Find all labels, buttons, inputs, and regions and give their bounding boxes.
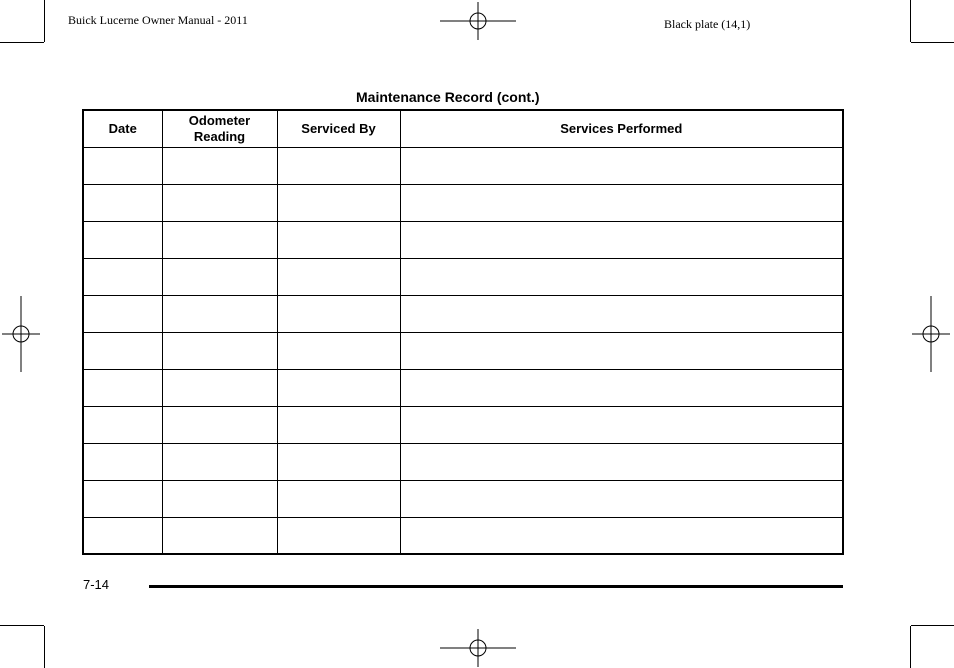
table-cell xyxy=(83,517,162,554)
table-cell xyxy=(162,517,277,554)
table-cell xyxy=(400,258,843,295)
table-row xyxy=(83,221,843,258)
table-cell xyxy=(277,517,400,554)
table-cell xyxy=(400,221,843,258)
table-cell xyxy=(277,258,400,295)
table-row xyxy=(83,184,843,221)
table-cell xyxy=(400,147,843,184)
table-cell xyxy=(162,295,277,332)
maintenance-record-table xyxy=(82,109,844,555)
table-cell xyxy=(400,295,843,332)
table-cell xyxy=(162,406,277,443)
table-cell xyxy=(277,295,400,332)
registration-mark-right-icon xyxy=(912,296,950,372)
table-cell xyxy=(83,480,162,517)
table-cell xyxy=(400,517,843,554)
table-cell xyxy=(83,332,162,369)
table-cell xyxy=(83,221,162,258)
manual-title: Buick Lucerne Owner Manual - 2011 xyxy=(68,13,248,27)
table-cell xyxy=(162,221,277,258)
table-cell xyxy=(162,480,277,517)
plate-label: Black plate (14,1) xyxy=(664,17,751,31)
table-cell xyxy=(400,184,843,221)
table-cell xyxy=(162,443,277,480)
column-header-date: Date xyxy=(83,110,162,147)
registration-mark-bottom-icon xyxy=(440,629,516,667)
table-cell xyxy=(277,443,400,480)
table-cell xyxy=(277,147,400,184)
table-cell xyxy=(400,332,843,369)
table-row xyxy=(83,406,843,443)
table-row xyxy=(83,443,843,480)
table-cell xyxy=(162,147,277,184)
table-row xyxy=(83,480,843,517)
table-cell xyxy=(83,443,162,480)
table-cell xyxy=(400,443,843,480)
section-title: Maintenance Record (cont.) xyxy=(356,89,540,105)
table-cell xyxy=(277,184,400,221)
footer-rule xyxy=(149,585,843,588)
table-row xyxy=(83,369,843,406)
table-cell xyxy=(277,369,400,406)
table-cell xyxy=(277,406,400,443)
table-cell xyxy=(277,480,400,517)
table-cell xyxy=(400,480,843,517)
table-cell xyxy=(83,295,162,332)
table-cell xyxy=(277,221,400,258)
table-header-row xyxy=(83,110,843,147)
table-row xyxy=(83,147,843,184)
table-row xyxy=(83,258,843,295)
table-row xyxy=(83,295,843,332)
registration-mark-top-icon xyxy=(440,2,516,40)
table-row xyxy=(83,517,843,554)
table-cell xyxy=(83,406,162,443)
page-number: 7-14 xyxy=(83,577,110,592)
table-cell xyxy=(83,369,162,406)
table-cell xyxy=(83,147,162,184)
table-cell xyxy=(83,258,162,295)
table-cell xyxy=(162,332,277,369)
column-header-serviced-by: Serviced By xyxy=(277,110,400,147)
table-cell xyxy=(162,258,277,295)
table-cell xyxy=(83,184,162,221)
column-header-services-performed: Services Performed xyxy=(400,110,843,147)
registration-mark-left-icon xyxy=(2,296,40,372)
table-cell xyxy=(400,369,843,406)
column-header-odometer: Odometer Reading xyxy=(162,110,277,147)
table-row xyxy=(83,332,843,369)
table-cell xyxy=(162,369,277,406)
table-cell xyxy=(162,184,277,221)
table-cell xyxy=(277,332,400,369)
table-cell xyxy=(400,406,843,443)
